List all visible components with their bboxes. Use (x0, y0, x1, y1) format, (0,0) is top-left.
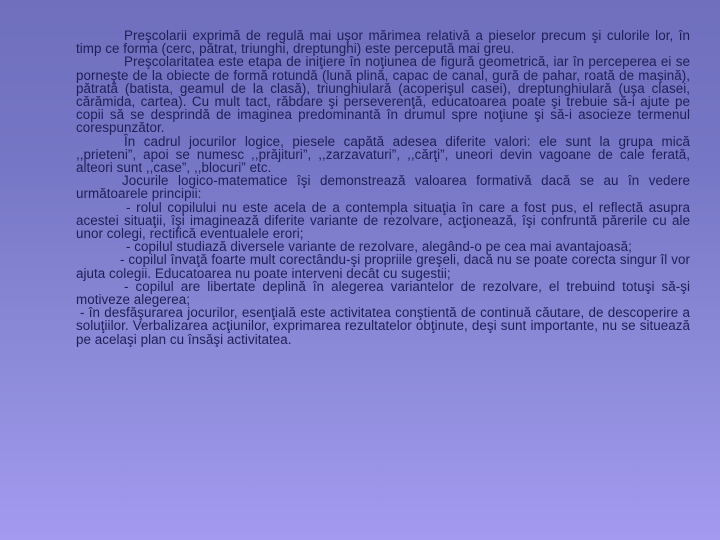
principle-item-1: - rolul copilului nu este acela de a contempla situaţia în care a fost pus, el reflectă asupra acestei situaţii, îşi imaginează diferite variante de rezolvare, acţionează, îşi confruntă părerile cu ale unor colegi, rectifică eventualele erori; (76, 199, 690, 242)
paragraph-4: Jocurile logico-matematice îşi demonstrează valoarea formativă dacă se au în vedere următoarele principii: (76, 173, 690, 202)
principle-item-3: - copilul învaţă foarte mult corectându-şi propriile greşeli, dacă nu se poate corecta singur îl vor ajuta colegii. Educatoarea nu poate interveni decât cu sugestii; (76, 252, 690, 281)
slide-text-body (76, 29, 690, 346)
principle-item-2: - copilul studiază diversele variante de rezolvare, alegând-o pe cea mai avantajoasă; (126, 239, 632, 255)
paragraph-1: Preşcolarii exprimă de regulă mai uşor mărimea relativă a pieselor precum şi culorile lor, în timp ce forma (cerc, pătrat, triunghi, dreptunghi) este percepută mai greu. (76, 28, 690, 57)
paragraph-2: Preşcolaritatea este etapa de iniţiere în noţiunea de figură geometrică, iar în perceperea ei se porneşte de la obiecte de formă rotundă (lună plină, capac de canal, gură de pahar, roată de maşină), pătrată (batista, geamul de la clasă), triunghiulară (acoperişul casei), dreptunghiulară (uşa clasei, cărămida, cartea). Cu mult tact, răbdare şi perseverenţă, educatoarea poate şi trebuie să-i ajute pe copii să se desprindă de imaginea predominantă în drumul spre noţiune şi să-i asocieze termenul corespunzător. (76, 54, 690, 136)
principle-item-5: - în desfăşurarea jocurilor, esenţială este activitatea conştientă de continuă căutare, de descoperire a soluţiilor. Verbalizarea acţiunilor, exprimarea rezultatelor obţinute, deşi sunt importante, nu se situează pe acelaşi plan cu însăşi activitatea. (76, 305, 690, 347)
paragraph-3: În cadrul jocurilor logice, piesele capătă adesea diferite valori: ele sunt la grupa mică ,,prieteni”, apoi se numesc ,,prăjituri”, ,,zarzavaturi”, ,,cărţi”, uneori devin vagoane de cale ferată, alteori sunt ,,case”, ,,blocuri” etc. (76, 133, 690, 176)
principle-item-4: - copilul are libertate deplină în alegerea variantelor de rezolvare, el trebuind totuşi să-şi motiveze alegerea; (76, 278, 690, 308)
